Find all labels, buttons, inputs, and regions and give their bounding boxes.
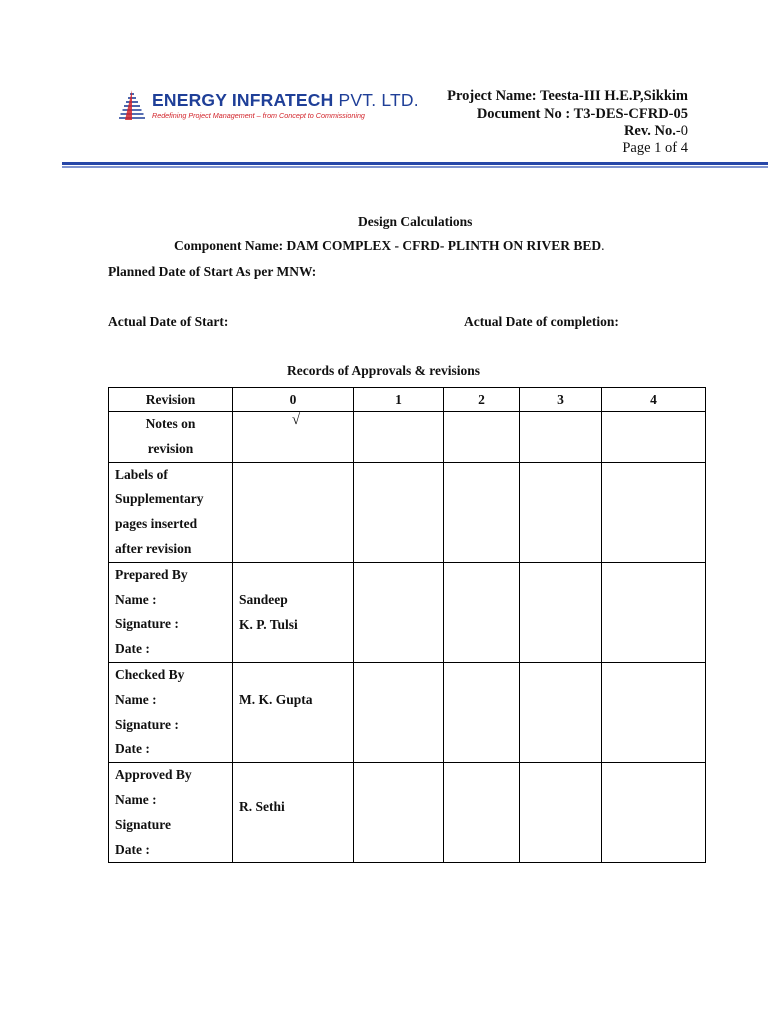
table-header-row — [109, 388, 706, 412]
company-logo — [116, 88, 419, 124]
table-row-labels — [109, 462, 706, 562]
approved-label: Approved By Name : Signature Date : — [109, 763, 233, 863]
company-tagline: Redefining Project Management – from Concept to Commissioning — [152, 111, 365, 120]
prepared-label: Prepared By Name : Signature : Date : — [109, 562, 233, 662]
header-revision: Revision — [109, 388, 233, 412]
labels-label: Labels of Supplementary pages inserted after revision — [109, 462, 233, 562]
table-row-approved — [109, 763, 706, 863]
header-rev-0: 0 — [233, 388, 354, 412]
header-rev-4: 4 — [602, 388, 706, 412]
header-rev-3: 3 — [520, 388, 602, 412]
page-number: Page 1 of 4 — [622, 140, 688, 156]
revision-number: Rev. No.-0 — [623, 123, 688, 139]
prepared-value: Sandeep K. P. Tulsi — [233, 562, 354, 662]
header-rev-2: 2 — [444, 388, 520, 412]
actual-completion-label: Actual Date of completion: — [464, 314, 619, 329]
header-rule-light — [62, 166, 768, 168]
header-rule — [62, 162, 768, 165]
table-row-prepared — [109, 562, 706, 662]
actual-start-label: Actual Date of Start: — [108, 314, 229, 329]
table-row-checked — [109, 662, 706, 762]
pyramid-stripes-icon — [116, 88, 148, 122]
records-title: Records of Approvals & revisions — [287, 363, 481, 378]
header-rev-1: 1 — [354, 388, 444, 412]
planned-start-label: Planned Date of Start As per MNW: — [108, 264, 317, 279]
table-row-notes — [109, 412, 706, 463]
checked-label: Checked By Name : Signature : Date : — [109, 662, 233, 762]
checked-value: M. K. Gupta — [233, 662, 354, 762]
document-title: Design Calculations — [358, 214, 473, 229]
company-name: ENERGY INFRATECH PVT. LTD. — [152, 90, 419, 110]
notes-label: Notes on revision — [109, 412, 233, 463]
approved-value: R. Sethi — [233, 763, 354, 863]
component-name: Component Name: DAM COMPLEX - CFRD- PLINTH ON RIVER BED. — [174, 238, 605, 253]
project-name: Project Name: Teesta-III H.E.P,Sikkim — [447, 88, 688, 104]
document-number: Document No : T3-DES-CFRD-05 — [476, 106, 688, 122]
approval-records-table — [108, 387, 706, 863]
notes-rev0-check: √ — [233, 412, 354, 463]
